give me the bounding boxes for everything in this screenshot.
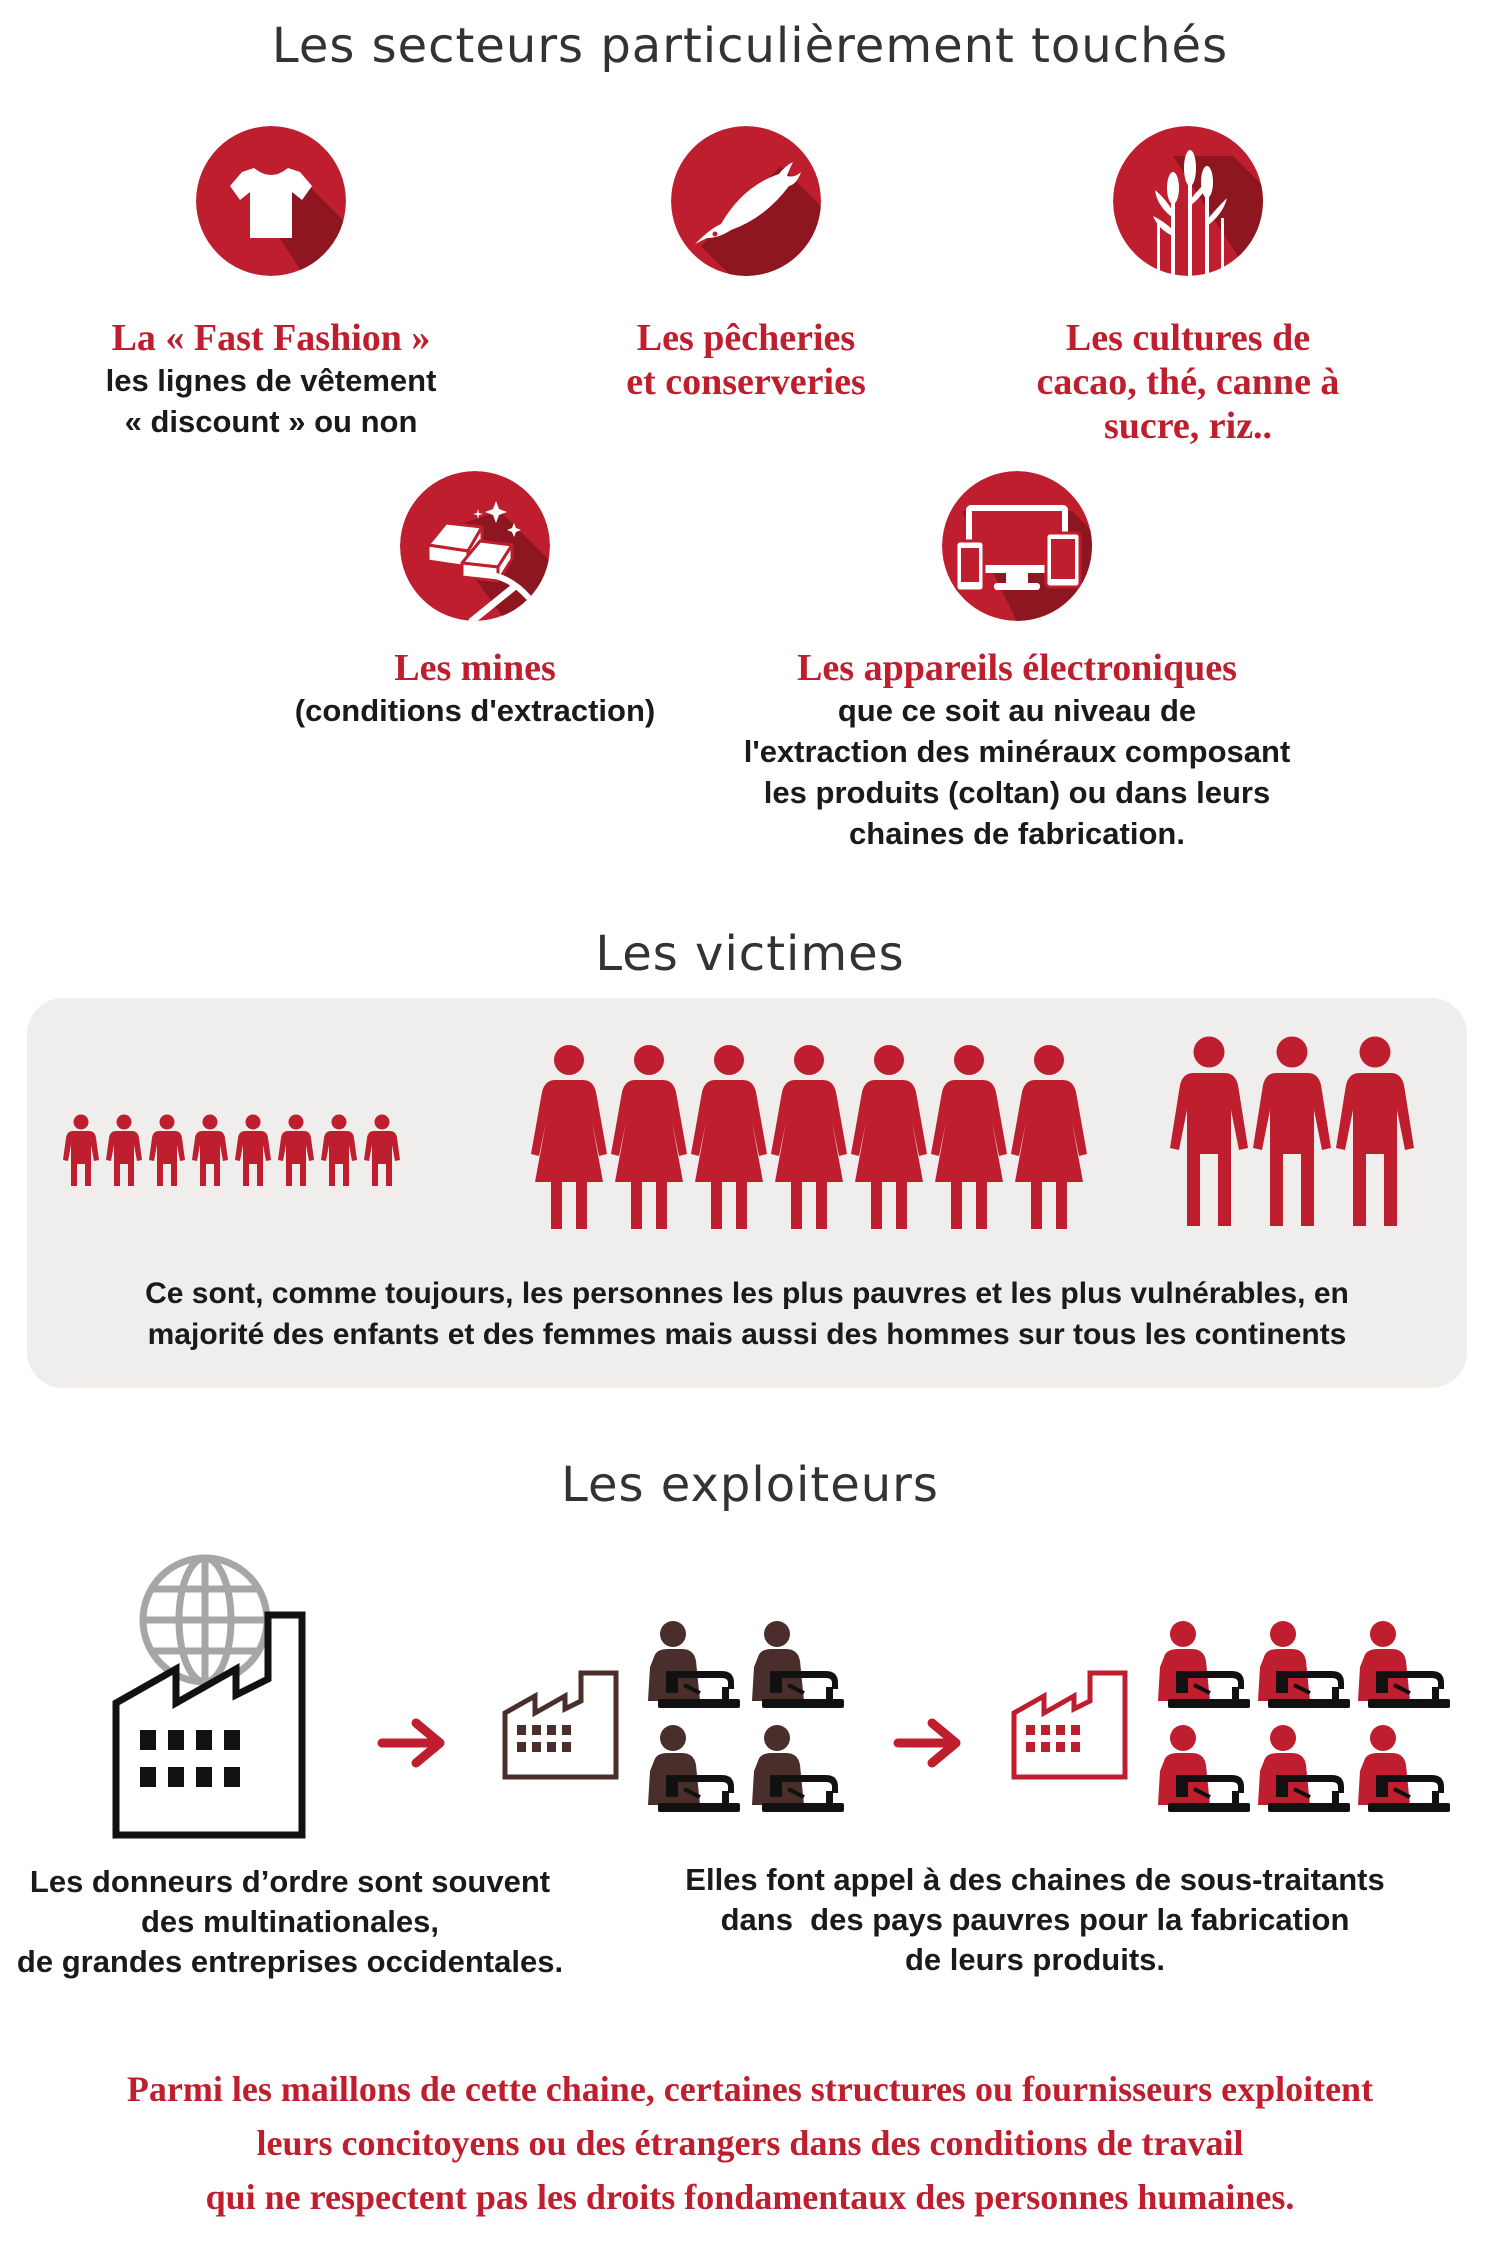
sector-caption-crops	[963, 316, 1413, 448]
sector-desc-line: les produits (coltan) ou dans leurs	[763, 775, 1271, 810]
arrow-right-icon	[898, 1723, 956, 1763]
caption-line: des multinationales,	[140, 1904, 439, 1939]
sector-desc-line: chaines de fabrication.	[849, 816, 1185, 851]
victims-text-line: Ce sont, comme toujours, les personnes les plus pauvres et les plus vulnérables, en	[145, 1277, 1349, 1310]
worker-icon	[752, 1725, 844, 1812]
child-icon	[192, 1115, 228, 1187]
victims-figures	[27, 998, 1467, 1258]
worker-icon	[752, 1621, 844, 1708]
child-icon	[364, 1115, 400, 1187]
fish-icon	[671, 126, 821, 276]
worker-icon	[648, 1725, 740, 1812]
sector-desc-line: « discount » ou non	[124, 404, 418, 439]
caption-line: Les donneurs d’ordre sont souvent	[29, 1864, 551, 1899]
woman-icon	[531, 1045, 607, 1229]
child-icon	[321, 1115, 357, 1187]
sector-desc-line: les lignes de vêtement	[105, 363, 437, 398]
worker-icon	[1358, 1725, 1450, 1812]
worker-icon	[1258, 1621, 1350, 1708]
woman-icon	[1011, 1045, 1087, 1229]
sector-caption-fast-fashion	[46, 316, 496, 442]
woman-icon	[611, 1045, 687, 1229]
sector-caption-electronics	[717, 646, 1317, 854]
victims-text	[27, 1273, 1467, 1355]
factory-icon	[505, 1673, 616, 1777]
sector-title-line: La « Fast Fashion »	[111, 317, 431, 359]
victims-title: Les victimes	[595, 926, 905, 982]
caption-line: de grandes entreprises occidentales.	[16, 1944, 564, 1979]
exploiters-left-caption	[0, 1862, 580, 1982]
mining-icon	[400, 471, 550, 621]
exploiters-conclusion	[0, 2062, 1500, 2224]
child-icon	[63, 1115, 99, 1187]
exploiters-diagram	[0, 1545, 1500, 1845]
sector-title-line: Les pêcheries	[636, 317, 856, 359]
worker-icon	[1158, 1725, 1250, 1812]
sector-title-line: Les mines	[394, 647, 556, 689]
child-icon	[235, 1115, 271, 1187]
child-icon	[278, 1115, 314, 1187]
sector-caption-fisheries	[521, 316, 971, 404]
crops-icon	[1113, 126, 1263, 276]
electronics-icon	[942, 471, 1092, 621]
globe-icon	[143, 1558, 267, 1682]
woman-icon	[691, 1045, 767, 1229]
sector-caption-mines	[225, 646, 725, 731]
sector-desc-line: (conditions d'extraction)	[294, 693, 656, 728]
exploiters-title: Les exploiteurs	[561, 1457, 939, 1513]
woman-icon	[931, 1045, 1007, 1229]
worker-icon	[1158, 1621, 1250, 1708]
caption-line: Elles font appel à des chaines de sous-traitants	[685, 1862, 1385, 1897]
worker-icon	[1258, 1725, 1350, 1812]
worker-icon	[1358, 1621, 1450, 1708]
factory-icon	[1014, 1673, 1125, 1777]
conclusion-line: leurs concitoyens ou des étrangers dans des conditions de travail	[256, 2123, 1244, 2163]
sector-title-line: Les appareils électroniques	[797, 647, 1237, 689]
caption-line: dans des pays pauvres pour la fabrication	[720, 1902, 1350, 1937]
exploiters-right-caption	[660, 1860, 1410, 1980]
sector-desc-line: que ce soit au niveau de	[837, 693, 1197, 728]
conclusion-line: Parmi les maillons de cette chaine, certaines structures ou fournisseurs exploitent	[126, 2069, 1374, 2109]
victims-text-line: majorité des enfants et des femmes mais aussi des hommes sur tous les continents	[147, 1318, 1347, 1351]
man-icon	[1253, 1037, 1331, 1227]
caption-line: de leurs produits.	[904, 1942, 1166, 1977]
woman-icon	[851, 1045, 927, 1229]
tshirt-icon	[196, 126, 346, 276]
sector-title-line: et conserveries	[626, 361, 866, 403]
sector-title-line: cacao, thé, canne à	[1036, 361, 1340, 403]
worker-icon	[648, 1621, 740, 1708]
arrow-right-icon	[382, 1723, 440, 1763]
conclusion-line: qui ne respectent pas les droits fondamentaux des personnes humaines.	[205, 2177, 1295, 2217]
woman-icon	[771, 1045, 847, 1229]
sector-title-line: sucre, riz..	[1103, 405, 1273, 447]
sector-title-line: Les cultures de	[1065, 317, 1311, 359]
sector-desc-line: l'extraction des minéraux composant	[743, 734, 1291, 769]
child-icon	[149, 1115, 185, 1187]
man-icon	[1170, 1037, 1248, 1227]
man-icon	[1336, 1037, 1414, 1227]
sectors-title: Les secteurs particulièrement touchés	[271, 18, 1229, 74]
child-icon	[106, 1115, 142, 1187]
victims-panel	[27, 998, 1467, 1388]
